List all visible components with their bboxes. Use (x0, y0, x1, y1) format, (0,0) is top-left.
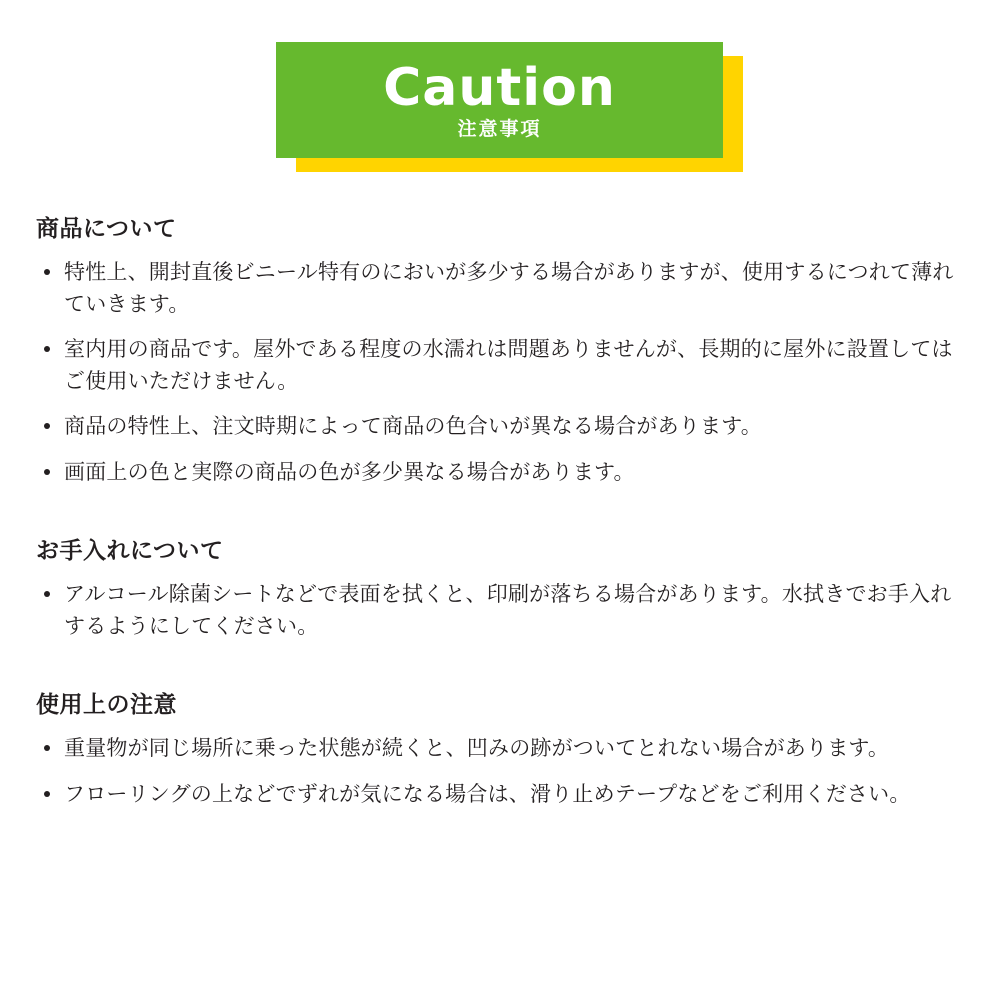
list-item-text: 室内用の商品です。屋外である程度の水濡れは問題ありませんが、長期的に屋外に設置してはご使用いただけません。 (64, 337, 953, 393)
section-care (36, 532, 970, 642)
notes-list (36, 733, 970, 810)
bullet-icon (44, 423, 50, 429)
banner-green-block (276, 42, 723, 158)
notes-list (36, 579, 970, 642)
bullet-icon (44, 346, 50, 352)
list-item-text: 特性上、開封直後ビニール特有のにおいが多少する場合がありますが、使用するにつれて薄れていきます。 (64, 260, 954, 316)
list-item (36, 257, 970, 320)
list-item (36, 411, 970, 443)
list-item (36, 733, 970, 765)
section-heading: 使用上の注意 (36, 692, 177, 718)
banner-subtitle: 注意事項 (457, 117, 542, 140)
bullet-icon (44, 791, 50, 797)
list-item (36, 779, 970, 811)
banner-title: Caution (383, 57, 616, 118)
section-usage (36, 686, 970, 810)
list-item-text: 画面上の色と実際の商品の色が多少異なる場合があります。 (64, 459, 635, 484)
section-heading: お手入れについて (36, 538, 224, 564)
caution-banner (0, 0, 1000, 190)
list-item-text: フローリングの上などでずれが気になる場合は、滑り止めテープなどをご利用ください。 (64, 781, 911, 806)
list-item-text: アルコール除菌シートなどで表面を拭くと、印刷が落ちる場合があります。水拭きでお手入れするようにしてください。 (64, 582, 952, 638)
list-item (36, 579, 970, 642)
list-item (36, 457, 970, 489)
section-product (36, 210, 970, 488)
bullet-icon (44, 269, 50, 275)
caution-content (0, 190, 1000, 810)
bullet-icon (44, 745, 50, 751)
list-item-text: 商品の特性上、注文時期によって商品の色合いが異なる場合があります。 (64, 414, 762, 438)
list-item (36, 334, 970, 397)
bullet-icon (44, 591, 50, 597)
list-item-text: 重量物が同じ場所に乗った状態が続くと、凹みの跡がついてとれない場合があります。 (64, 736, 890, 760)
bullet-icon (44, 469, 50, 475)
section-heading: 商品について (36, 216, 177, 242)
notes-list (36, 257, 970, 488)
